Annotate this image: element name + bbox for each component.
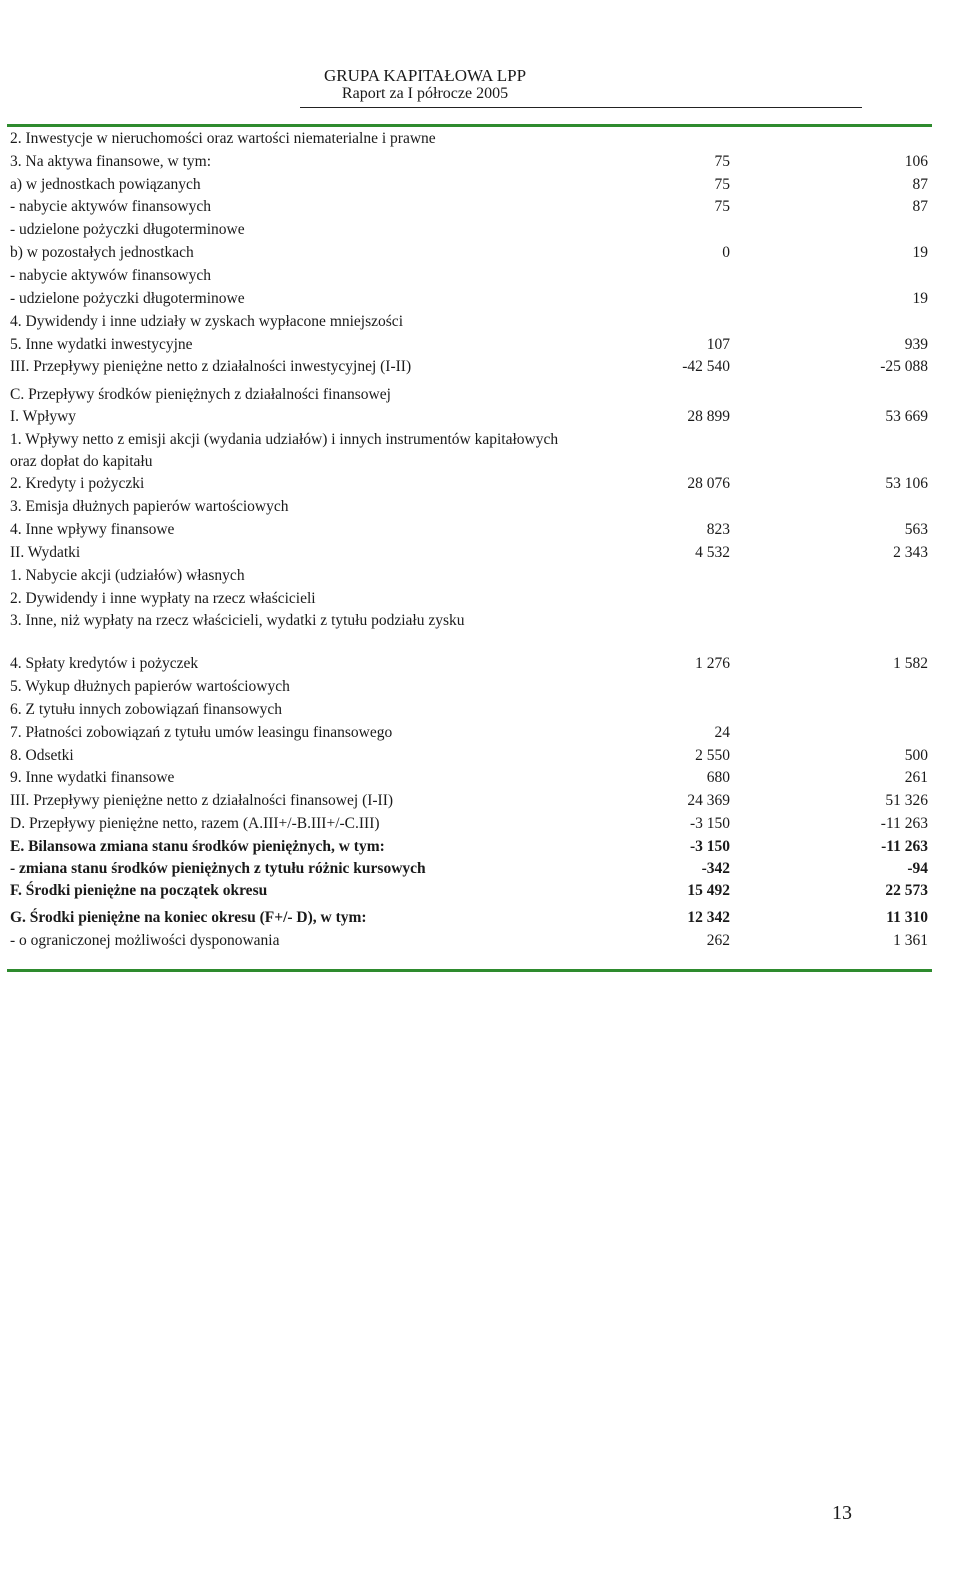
value-current: 12 342 — [687, 909, 730, 926]
row-label: III. Przepływy pieniężne netto z działalności inwestycyjnej (I-II) — [10, 358, 412, 375]
value-previous: 87 — [912, 176, 928, 193]
row-label: E. Bilansowa zmiana stanu środków pieniężnych, w tym: — [10, 838, 385, 855]
row-label: D. Przepływy pieniężne netto, razem (A.III+/-B.III+/-C.III) — [10, 815, 380, 832]
row-label: 5. Wykup dłużnych papierów wartościowych — [10, 678, 290, 695]
row-label: 4. Dywidendy i inne udziały w zyskach wypłacone mniejszości — [10, 313, 403, 330]
value-previous: 22 573 — [885, 882, 928, 899]
value-current: 680 — [706, 769, 730, 786]
table-bottom-rule — [7, 969, 932, 972]
value-current: -42 540 — [682, 358, 730, 375]
value-previous: 2 343 — [893, 544, 928, 561]
value-current: 75 — [714, 153, 730, 170]
value-current: 107 — [706, 336, 730, 353]
value-previous: 261 — [904, 769, 928, 786]
value-current: -342 — [701, 860, 730, 877]
row-label: C. Przepływy środków pieniężnych z działalności finansowej — [10, 386, 391, 403]
row-label: - zmiana stanu środków pieniężnych z tytułu różnic kursowych — [10, 860, 426, 877]
document-header — [300, 67, 550, 103]
value-current: 24 — [714, 724, 730, 741]
value-previous: 53 669 — [885, 408, 928, 425]
value-previous: 106 — [904, 153, 928, 170]
value-current: 823 — [706, 521, 730, 538]
value-previous: 51 326 — [885, 792, 928, 809]
value-previous: 11 310 — [886, 909, 928, 926]
row-label: - udzielone pożyczki długoterminowe — [10, 221, 245, 238]
row-label: 1. Nabycie akcji (udziałów) własnych — [10, 567, 245, 584]
value-previous: 87 — [912, 198, 928, 215]
value-current: 1 276 — [695, 655, 730, 672]
value-previous: -11 263 — [881, 838, 928, 855]
report-title: Raport za I półrocze 2005 — [341, 85, 509, 102]
value-previous: 1 582 — [893, 655, 928, 672]
row-label: 4. Inne wpływy finansowe — [10, 521, 175, 538]
value-current: 28 899 — [687, 408, 730, 425]
row-label: 3. Na aktywa finansowe, w tym: — [10, 153, 212, 170]
row-label: III. Przepływy pieniężne netto z działalności finansowej (I-II) — [10, 792, 394, 809]
row-label: 4. Spłaty kredytów i pożyczek — [10, 655, 199, 672]
row-label: 2. Inwestycje w nieruchomości oraz wartości niematerialne i prawne — [10, 130, 436, 147]
row-label: - nabycie aktywów finansowych — [10, 198, 212, 215]
row-label: 8. Odsetki — [10, 747, 74, 764]
row-label: - nabycie aktywów finansowych — [10, 267, 212, 284]
value-previous: 500 — [904, 747, 928, 764]
row-label: 6. Z tytułu innych zobowiązań finansowych — [10, 701, 283, 718]
value-previous: 939 — [904, 336, 928, 353]
page-number: 13 — [832, 1502, 852, 1524]
row-label: 3. Emisja dłużnych papierów wartościowych — [10, 498, 289, 515]
row-label: 3. Inne, niż wypłaty na rzecz właścicieli, wydatki z tytułu podziału zysku — [10, 612, 465, 629]
value-current: -3 150 — [689, 838, 730, 855]
value-current: 75 — [714, 198, 730, 215]
value-previous: 19 — [912, 290, 928, 307]
row-label: 5. Inne wydatki inwestycyjne — [10, 336, 193, 353]
table-top-rule — [7, 124, 932, 127]
row-label: II. Wydatki — [10, 544, 81, 561]
row-label: 2. Dywidendy i inne wypłaty na rzecz właścicieli — [10, 590, 316, 607]
row-label: 1. Wpływy netto z emisji akcji (wydania udziałów) i innych instrumentów kapitałowych oraz dopłat do kapitału — [10, 431, 559, 470]
value-current: 2 550 — [695, 747, 730, 764]
value-previous: 1 361 — [893, 932, 928, 949]
value-current: 24 369 — [687, 792, 730, 809]
value-previous: 53 106 — [885, 475, 928, 492]
value-current: 0 — [722, 244, 730, 261]
value-previous: -11 263 — [880, 815, 928, 832]
row-label: 9. Inne wydatki finansowe — [10, 769, 175, 786]
row-label: 2. Kredyty i pożyczki — [10, 475, 145, 492]
company-name: GRUPA KAPITAŁOWA LPP — [323, 66, 527, 85]
value-current: 4 532 — [695, 544, 730, 561]
value-previous: 563 — [904, 521, 928, 538]
value-previous: 19 — [912, 244, 928, 261]
value-current: 75 — [714, 176, 730, 193]
row-label: - o ograniczonej możliwości dysponowania — [10, 932, 280, 949]
value-current: 28 076 — [687, 475, 730, 492]
row-label: I. Wpływy — [10, 408, 77, 425]
row-label: a) w jednostkach powiązanych — [10, 176, 201, 193]
row-label: G. Środki pieniężne na koniec okresu (F+/- D), w tym: — [10, 909, 367, 926]
row-label: - udzielone pożyczki długoterminowe — [10, 290, 245, 307]
row-label: 7. Płatności zobowiązań z tytułu umów leasingu finansowego — [10, 724, 393, 741]
value-previous: -94 — [907, 860, 928, 877]
value-current: -3 150 — [689, 815, 730, 832]
value-previous: -25 088 — [880, 358, 928, 375]
value-current: 262 — [706, 932, 730, 949]
header-rule — [300, 107, 862, 108]
row-label: F. Środki pieniężne na początek okresu — [10, 882, 268, 899]
value-current: 15 492 — [687, 882, 730, 899]
row-label: b) w pozostałych jednostkach — [10, 244, 194, 261]
